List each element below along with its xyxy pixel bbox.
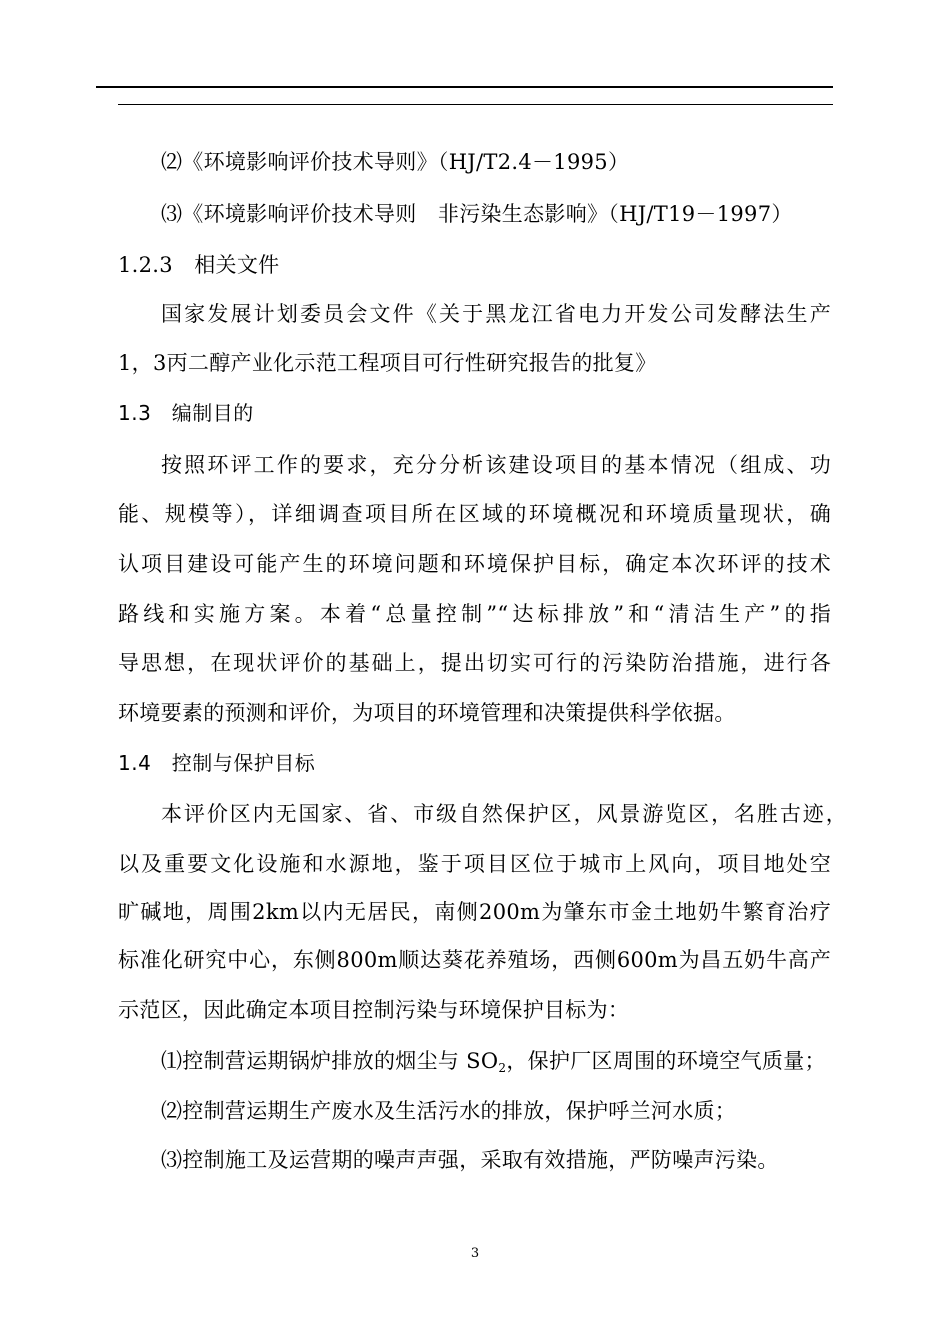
section-1-3-heading: 1.3 编制目的 [118,401,254,425]
section-1-4-line-4: 标准化研究中心，东侧800m顺达葵花养殖场，西侧600m为昌五奶牛高产 [118,948,831,972]
target-item-2: ⑵控制营运期生产废水及生活污水的排放，保护呼兰河水质； [161,1099,737,1123]
section-1-4-heading: 1.4 控制与保护目标 [118,751,316,775]
header-rule-thick [96,86,833,88]
section-1-2-3-heading: 1.2.3 相关文件 [118,253,280,277]
target-item-1-suffix: ，保护厂区周围的环境空气质量； [506,1049,826,1073]
section-1-2-3-line-2: 1，3丙二醇产业化示范工程项目可行性研究报告的批复》 [118,351,657,375]
section-1-4-line-5: 示范区，因此确定本项目控制污染与环境保护目标为： [118,998,630,1022]
section-1-4-line-3: 旷碱地，周围2km以内无居民，南侧200m为肇东市金土地奶牛繁育治疗 [118,900,831,924]
section-1-3-line-4: 路线和实施方案。本着“总量控制”“达标排放”和“清洁生产”的指 [118,602,831,626]
page-number: 3 [470,1246,480,1261]
section-1-3-line-5: 导思想，在现状评价的基础上，提出切实可行的污染防治措施，进行各 [118,651,831,675]
target-item-3: ⑶控制施工及运营期的噪声声强，采取有效措施，严防噪声污染。 [161,1148,779,1172]
target-item-1 [161,1047,826,1075]
header-rule-thin [118,104,833,105]
section-1-2-3-line-1: 国家发展计划委员会文件《关于黑龙江省电力开发公司发酵法生产 [161,302,831,326]
section-1-3-line-3: 认项目建设可能产生的环境问题和环境保护目标，确定本次环评的技术 [118,552,831,576]
section-1-4-line-2: 以及重要文化设施和水源地，鉴于项目区位于城市上风向，项目地处空 [118,852,831,876]
target-item-1-subscript: 2 [498,1061,507,1075]
section-1-3-line-1: 按照环评工作的要求，充分分析该建设项目的基本情况（组成、功 [161,453,831,477]
section-1-3-line-6: 环境要素的预测和评价，为项目的环境管理和决策提供科学依据。 [118,701,736,725]
reference-item-3: ⑶《环境影响评价技术导则 非污染生态影响》（HJ/T19－1997） [161,202,793,226]
section-1-4-line-1: 本评价区内无国家、省、市级自然保护区，风景游览区，名胜古迹， [161,802,847,826]
section-1-3-line-2: 能、规模等），详细调查项目所在区域的环境概况和环境质量现状，确 [118,502,831,526]
target-item-1-prefix: ⑴控制营运期锅炉排放的烟尘与 SO [161,1049,499,1073]
reference-item-2: ⑵《环境影响评价技术导则》（HJ/T2.4－1995） [161,150,630,174]
